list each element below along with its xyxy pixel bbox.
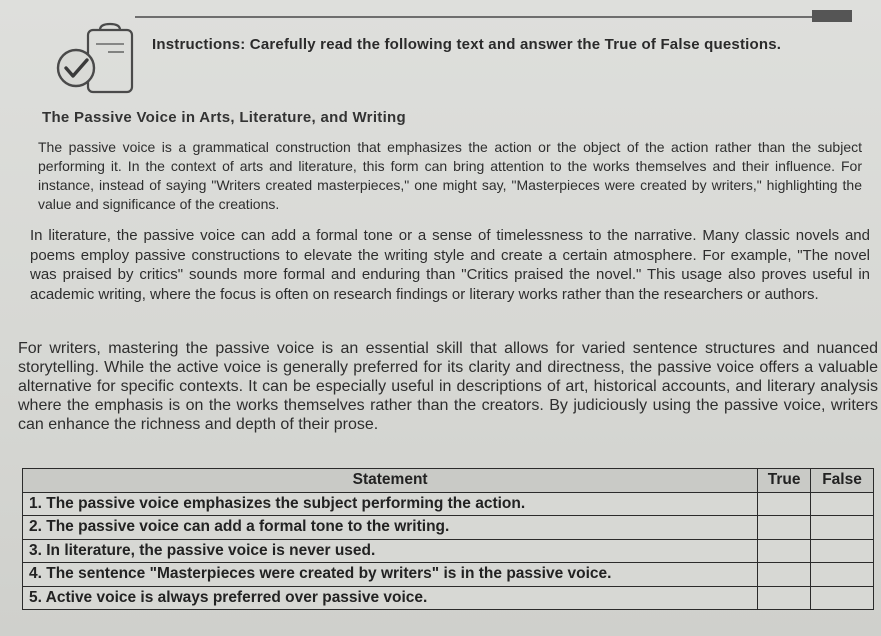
top-divider-line [135, 16, 815, 18]
statement-cell: 1. The passive voice emphasizes the subject performing the action. [23, 492, 758, 516]
article-paragraph-3: For writers, mastering the passive voice is an essential skill that allows for varied sentence structures and nuanced storytelling. While the active voice is generally preferred for its clarity and directness, the passive voice offers a valuable alternative for specific contexts. It can be especially useful in descriptions of art, historical accounts, and literary analysis where the emphasis is on the works themselves rather than the creators. By judiciously using the passive voice, writers can enhance the richness and depth of their prose. [18, 340, 878, 433]
table-header-row [23, 469, 874, 493]
table-row [23, 516, 874, 540]
statement-column-header: Statement [23, 469, 758, 493]
top-corner-tab [812, 10, 852, 22]
instructions-text: Instructions: Carefully read the following text and answer the True of False questions. [152, 36, 782, 53]
true-answer-cell[interactable] [758, 586, 811, 610]
true-answer-cell[interactable] [758, 539, 811, 563]
table-row [23, 539, 874, 563]
statement-cell: 3. In literature, the passive voice is never used. [23, 539, 758, 563]
article-title: The Passive Voice in Arts, Literature, and Writing [42, 109, 406, 126]
true-answer-cell[interactable] [758, 492, 811, 516]
false-answer-cell[interactable] [811, 563, 874, 587]
table-row [23, 492, 874, 516]
statement-cell: 2. The passive voice can add a formal tone to the writing. [23, 516, 758, 540]
false-column-header: False [811, 469, 874, 493]
true-column-header: True [758, 469, 811, 493]
true-false-table [22, 468, 874, 610]
false-answer-cell[interactable] [811, 492, 874, 516]
true-answer-cell[interactable] [758, 563, 811, 587]
true-answer-cell[interactable] [758, 516, 811, 540]
false-answer-cell[interactable] [811, 516, 874, 540]
article-paragraph-1: The passive voice is a grammatical construction that emphasizes the action or the object of the action rather than the subject performing it. In the context of arts and literature, this form can bring attention to the works themselves and their influence. For instance, instead of saying "Writers created masterpieces," one might say, "Masterpieces were created by writers," highlighting the value and significance of the creations. [38, 139, 862, 212]
table-row [23, 563, 874, 587]
false-answer-cell[interactable] [811, 586, 874, 610]
table-row [23, 586, 874, 610]
false-answer-cell[interactable] [811, 539, 874, 563]
clipboard-check-icon [52, 22, 138, 104]
statement-cell: 5. Active voice is always preferred over passive voice. [23, 586, 758, 610]
article-paragraph-2: In literature, the passive voice can add a formal tone or a sense of timelessness to the narrative. Many classic novels and poems employ passive constructions to elevate the writing style and create a certain atmosphere. For example, "The novel was praised by critics" sounds more formal and enduring than "Critics praised the novel." This usage also proves useful in academic writing, where the focus is often on research findings or literary works rather than the researchers or authors. [30, 227, 870, 303]
statement-cell: 4. The sentence "Masterpieces were created by writers" is in the passive voice. [23, 563, 758, 587]
